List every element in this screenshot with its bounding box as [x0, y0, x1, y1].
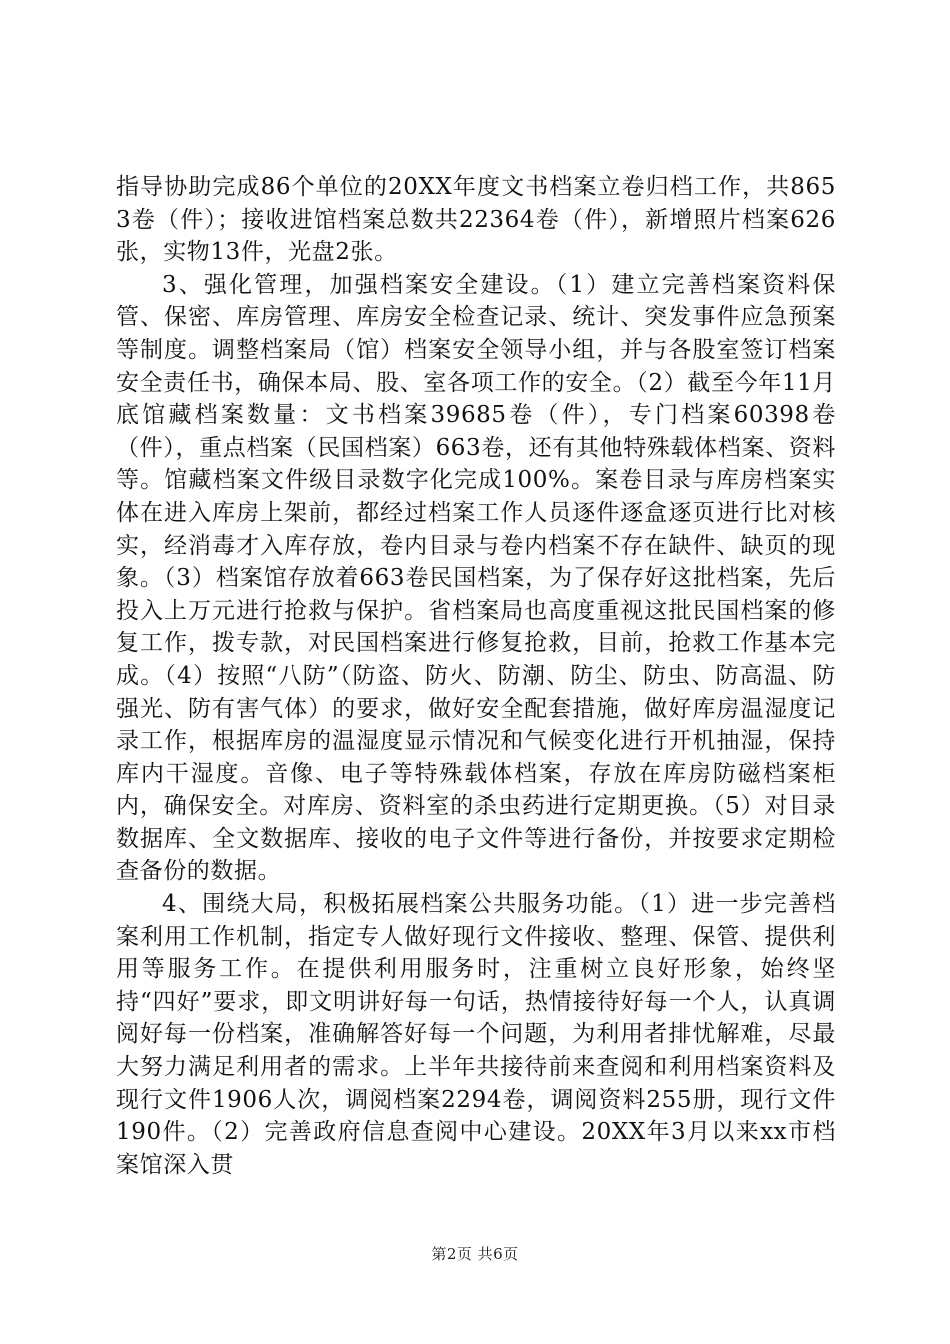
paragraph-archive-security: 3、强化管理，加强档案安全建设。（1）建立完善档案资料保管、保密、库房管理、库房安全检查记录、统计、突发事件应急预案等制度。调整档案局（馆）档案安全领导小组，并与各股室签订档案安全责任书，确保本局、股、室各项工作的安全。（2）截至今年11月底馆藏档案数量：文书档案39685卷（件），专门档案60398卷（件），重点档案（民国档案）663卷，还有其他特殊载体档案、资料等。馆藏档案文件级目录数字化完成100%。案卷目录与库房档案实体在进入库房上架前，都经过档案工作人员逐件逐盒逐页进行比对核实，经消毒才入库存放，卷内目录与卷内档案不存在缺件、缺页的现象。（3）档案馆存放着663卷民国档案，为了保存好这批档案，先后投入上万元进行抢救与保护。省档案局也高度重视这批民国档案的修复工作，拨专款，对民国档案进行修复抢救，目前，抢救工作基本完成。（4）按照“八防”（防盗、防火、防潮、防尘、防虫、防高温、防强光、防有害气体）的要求，做好安全配套措施，做好库房温湿度记录工作，根据库房的温湿度显示情况和气候变化进行开机抽湿，保持库内干湿度。音像、电子等特殊载体档案，存放在库房防磁档案柜内，确保安全。对库房、资料室的杀虫药进行定期更换。（5）对目录数据库、全文数据库、接收的电子文件等进行备份，并按要求定期检查备份的数据。	[116, 271, 836, 885]
paragraph-public-service: 4、围绕大局，积极拓展档案公共服务功能。（1）进一步完善档案利用工作机制，指定专人做好现行文件接收、整理、保管、提供利用等服务工作。在提供利用服务时，注重树立良好形象，始终坚持“四好”要求，即文明讲好每一句话，热情接待好每一个人，认真调阅好每一份档案，准确解答好每一个问题，为利用者排忧解难，尽最大努力满足利用者的需求。上半年共接待前来查阅和利用档案资料及现行文件1906人次，调阅档案2294卷，调阅资料255册，现行文件190件。（2）完善政府信息查阅中心建设。20XX年3月以来xx市档案馆深入贯	[116, 891, 836, 1178]
paragraph-continuation: 指导协助完成86个单位的20XX年度文书档案立卷归档工作，共8653卷（件）；接收进馆档案总数共22364卷（件），新增照片档案626张，实物13件，光盘2张。	[116, 174, 836, 266]
page-number-footer: 第2页 共6页	[431, 1245, 519, 1263]
document-body	[116, 171, 836, 1181]
